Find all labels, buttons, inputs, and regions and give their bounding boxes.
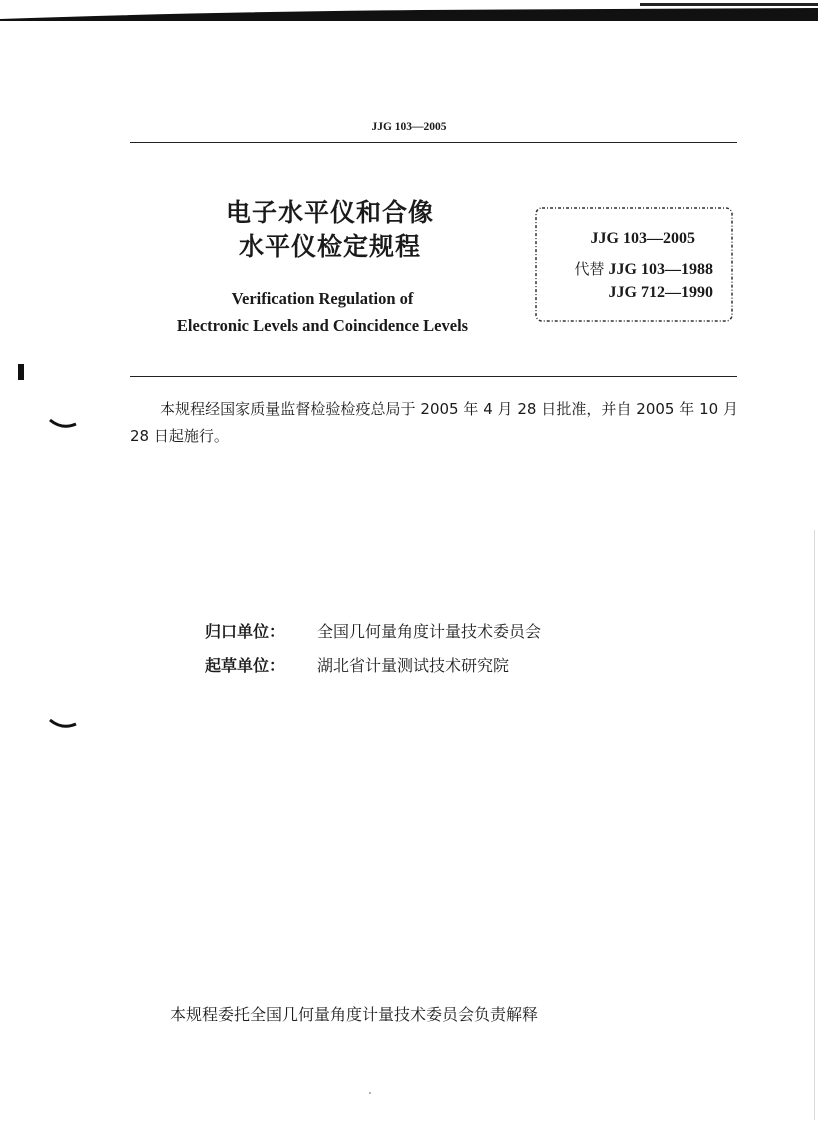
title-english-line-1: Verification Regulation of <box>231 289 414 308</box>
scan-right-edge <box>814 530 815 1120</box>
responsible-unit-row <box>205 619 541 642</box>
scan-speck <box>369 1092 371 1094</box>
replaces-code-2: JJG 712—1990 <box>608 284 713 301</box>
regulation-code-box <box>531 202 737 326</box>
section-rule <box>130 376 737 377</box>
title-chinese-line-1: 电子水平仪和合像 <box>225 198 434 227</box>
responsible-unit-value: 全国几何量角度计量技术委员会 <box>317 622 542 641</box>
approval-paragraph: 本规程经国家质量监督检验检疫总局于 2005 年 4 月 28 日批准，并自 2005 年 10 月 28 日起施行。 <box>130 400 738 445</box>
drafting-unit-value: 湖北省计量测试技术研究院 <box>317 656 510 675</box>
responsible-unit-label: 归口单位： <box>205 622 286 641</box>
running-header-code: JJG 103—2005 <box>371 121 447 133</box>
drafting-unit-label: 起草单位： <box>205 656 286 675</box>
title-english-line-2: Electronic Levels and Coincidence Levels <box>176 316 469 335</box>
drafting-unit-row <box>205 653 509 676</box>
scan-top-edge <box>0 3 818 21</box>
binding-hole-mark <box>48 716 78 732</box>
replaces-code-1-value: JJG 103—1988 <box>608 261 713 278</box>
binding-hole-mark <box>48 416 78 432</box>
current-code: JJG 103—2005 <box>590 230 695 247</box>
scan-mark <box>18 364 24 380</box>
replaces-code-1 <box>575 258 713 279</box>
header-rule <box>130 142 737 143</box>
interpretation-note: 本规程委托全国几何量角度计量技术委员会负责解释 <box>170 1005 539 1024</box>
replaces-prefix: 代替 <box>574 260 605 278</box>
title-chinese-line-2: 水平仪检定规程 <box>238 232 421 261</box>
